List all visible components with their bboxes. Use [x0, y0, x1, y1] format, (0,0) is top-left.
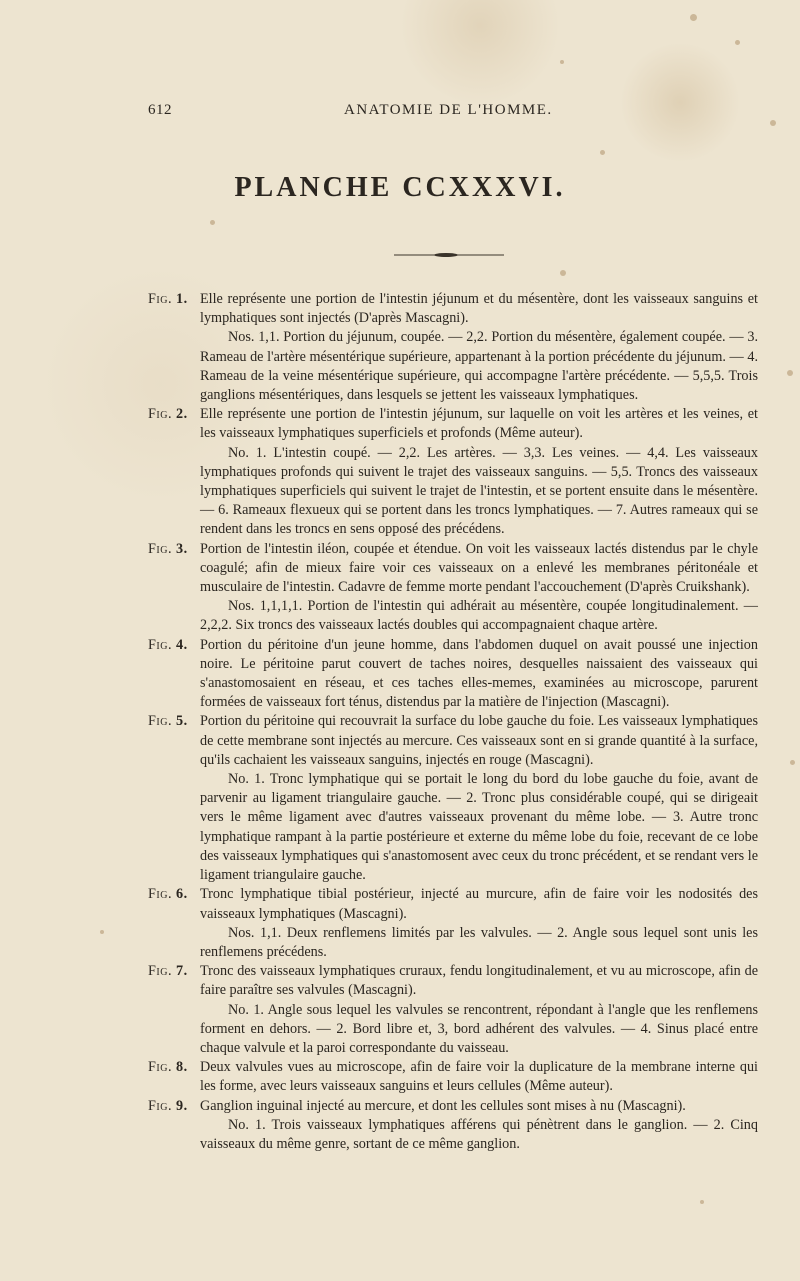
page-header	[148, 102, 648, 124]
ornament-rule-icon	[394, 252, 504, 258]
figure-description: Portion du péritoine d'un jeune homme, dans l'abdomen duquel on avait poussé une injection noire. Le péritoine parut couvert de taches noires, desquelles naissaient des vaisseaux qui s'anastomosaient en réseau, et ces taches elles-memes, examinées au microscope, parurent formées de vaisseaux fort ténus, distendus par la matière de l'injection (Mascagni).	[200, 636, 758, 711]
figure-label: Fig. 5.	[148, 713, 188, 730]
figure-label: Fig. 9.	[148, 1097, 188, 1114]
figure-description: Ganglion inguinal injecté au mercure, et dont les cellules sont mises à nu (Mascagni).	[200, 1097, 686, 1114]
figure-entry-4	[148, 636, 758, 713]
figure-entry-3	[148, 540, 758, 636]
foxing-speck	[210, 220, 215, 225]
foxing-speck	[787, 370, 793, 376]
foxing-speck	[100, 930, 104, 934]
figure-legend: Nos. 1,1,1,1. Portion de l'intestin qui adhérait au mésentère, coupée longitudinalement. — 2,2,2. Six troncs des vaisseaux lactés doubles qui accompagnaient chaque artère.	[200, 598, 758, 634]
figure-entry-1	[148, 290, 758, 405]
figure-legend: No. 1. Trois vaisseaux lymphatiques afférens qui pénètrent dans le ganglion. — 2. Cinq vaisseaux du même genre, sortant de ce même ganglion.	[200, 1116, 758, 1152]
figure-entry-8	[148, 1058, 758, 1096]
running-title: ANATOMIE DE L'HOMME.	[344, 102, 553, 118]
plate-description	[148, 290, 758, 1154]
figure-description: Elle représente une portion de l'intestin jéjunum, sur laquelle on voit les artères et les veines, et les vaisseaux lymphatiques superficiels et profonds (Même auteur).	[200, 406, 758, 442]
figure-description: Elle représente une portion de l'intestin jéjunum et du mésentère, dont les vaisseaux sanguins et lymphatiques sont injectés (D'après Mascagni).	[200, 291, 758, 327]
figure-label: Fig. 4.	[148, 636, 188, 653]
plate-title: PLANCHE CCXXXVI.	[234, 172, 566, 203]
figure-entry-6	[148, 885, 758, 962]
page-number: 612	[148, 102, 172, 118]
figure-description: Tronc des vaisseaux lymphatiques cruraux, fendu longitudinalement, et vu au microscope, afin de faire paraître ses valvules (Mascagni).	[200, 963, 758, 999]
foxing-speck	[600, 150, 605, 155]
foxing-speck	[770, 120, 776, 126]
figure-description: Deux valvules vues au microscope, afin de faire voir la duplicature de la membrane interne qui les forme, avec leurs vaisseaux sanguins et leurs cellules (Même auteur).	[200, 1059, 758, 1095]
figure-entry-2	[148, 405, 758, 539]
figure-entry-7	[148, 962, 758, 1058]
figure-description: Tronc lymphatique tibial postérieur, injecté au murcure, afin de faire voir les nodosités des vaisseaux lymphatiques (Mascagni).	[200, 886, 758, 922]
foxing-speck	[560, 270, 566, 276]
figure-legend: No. 1. Angle sous lequel les valvules se rencontrent, répondant à l'angle que les renflemens forment en dehors. — 2. Bord libre et, 3, bord adhérent des valvules. — 4. Sinus placé entre chaque valvule et la paroi correspondante du vaisseau.	[200, 1001, 758, 1056]
figure-label: Fig. 6.	[148, 886, 188, 903]
figure-label: Fig. 3.	[148, 540, 188, 557]
figure-legend: Nos. 1,1. Deux renflemens limités par les valvules. — 2. Angle sous lequel sont unis les renflemens précédens.	[200, 924, 758, 960]
foxing-speck	[700, 1200, 704, 1204]
figure-entry-9	[148, 1097, 758, 1155]
figure-legend: No. 1. Tronc lymphatique qui se portait le long du bord du lobe gauche du foie, avant de parvenir au ligament triangulaire gauche. — 2. Tronc plus considérable coupé, qui se dirigeait vers le même ligament avec d'autres vaisseaux provenant du même lobe. — 3. Autre tronc lymphatique rampant à la partie postérieure et externe du même lobe du foie, recevant de ce lobe des vaisseaux lymphatiques qui s'anastomosent avec ceux du tronc précédent, et se rendant vers le ligament triangulaire gauche.	[200, 771, 758, 884]
figure-label: Fig. 1.	[148, 291, 188, 307]
foxing-speck	[560, 60, 564, 64]
figure-entry-5	[148, 712, 758, 885]
foxing-speck	[790, 760, 795, 765]
figure-label: Fig. 2.	[148, 406, 188, 423]
figure-label: Fig. 7.	[148, 963, 188, 980]
foxing-speck	[690, 14, 697, 21]
figure-legend: No. 1. L'intestin coupé. — 2,2. Les artères. — 3,3. Les veines. — 4,4. Les vaisseaux lymphatiques profonds qui suivent le trajet des vaisseaux sanguins. — 5,5. Troncs des vaisseaux lymphatiques superficiels qui suivent le trajet de l'intestin, et se portent ensuite dans le mésentère. — 6. Rameaux flexueux qui se portent dans les troncs lymphatiques. — 7. Autres rameaux qui se rendent dans les troncs en sens opposé des précédens.	[200, 444, 758, 538]
figure-description: Portion de l'intestin iléon, coupée et étendue. On voit les vaisseaux lactés distendus par le chyle coagulé; afin de mieux faire voir ces vaisseaux on a enlevé les membranes péritonéale et musculaire de l'intestin. Cadavre de femme morte pendant l'accouchement (D'après Cruikshank).	[200, 540, 758, 596]
figure-legend: Nos. 1,1. Portion du jéjunum, coupée. — 2,2. Portion du mésentère, également coupée. — 3. Rameau de l'artère mésentérique supérieure, appartenant à la portion précédente du jéjunum. — 4. Rameau de la veine mésentérique supérieure, qui accompagne l'artère précédente. — 5,5,5. Trois ganglions mésentériques, dans lesquels se jettent les vaisseaux lymphatiques.	[200, 329, 758, 404]
foxing-speck	[735, 40, 740, 45]
figure-description: Portion du péritoine qui recouvrait la surface du lobe gauche du foie. Les vaisseaux lymphatiques de cette membrane sont injectés au mercure. Ces vaisseaux sont en si grande quantité à la surface, qu'ils cachaient les vaisseaux sanguins, injectés en rouge (Mascagni).	[200, 713, 758, 768]
figure-label: Fig. 8.	[148, 1059, 188, 1076]
